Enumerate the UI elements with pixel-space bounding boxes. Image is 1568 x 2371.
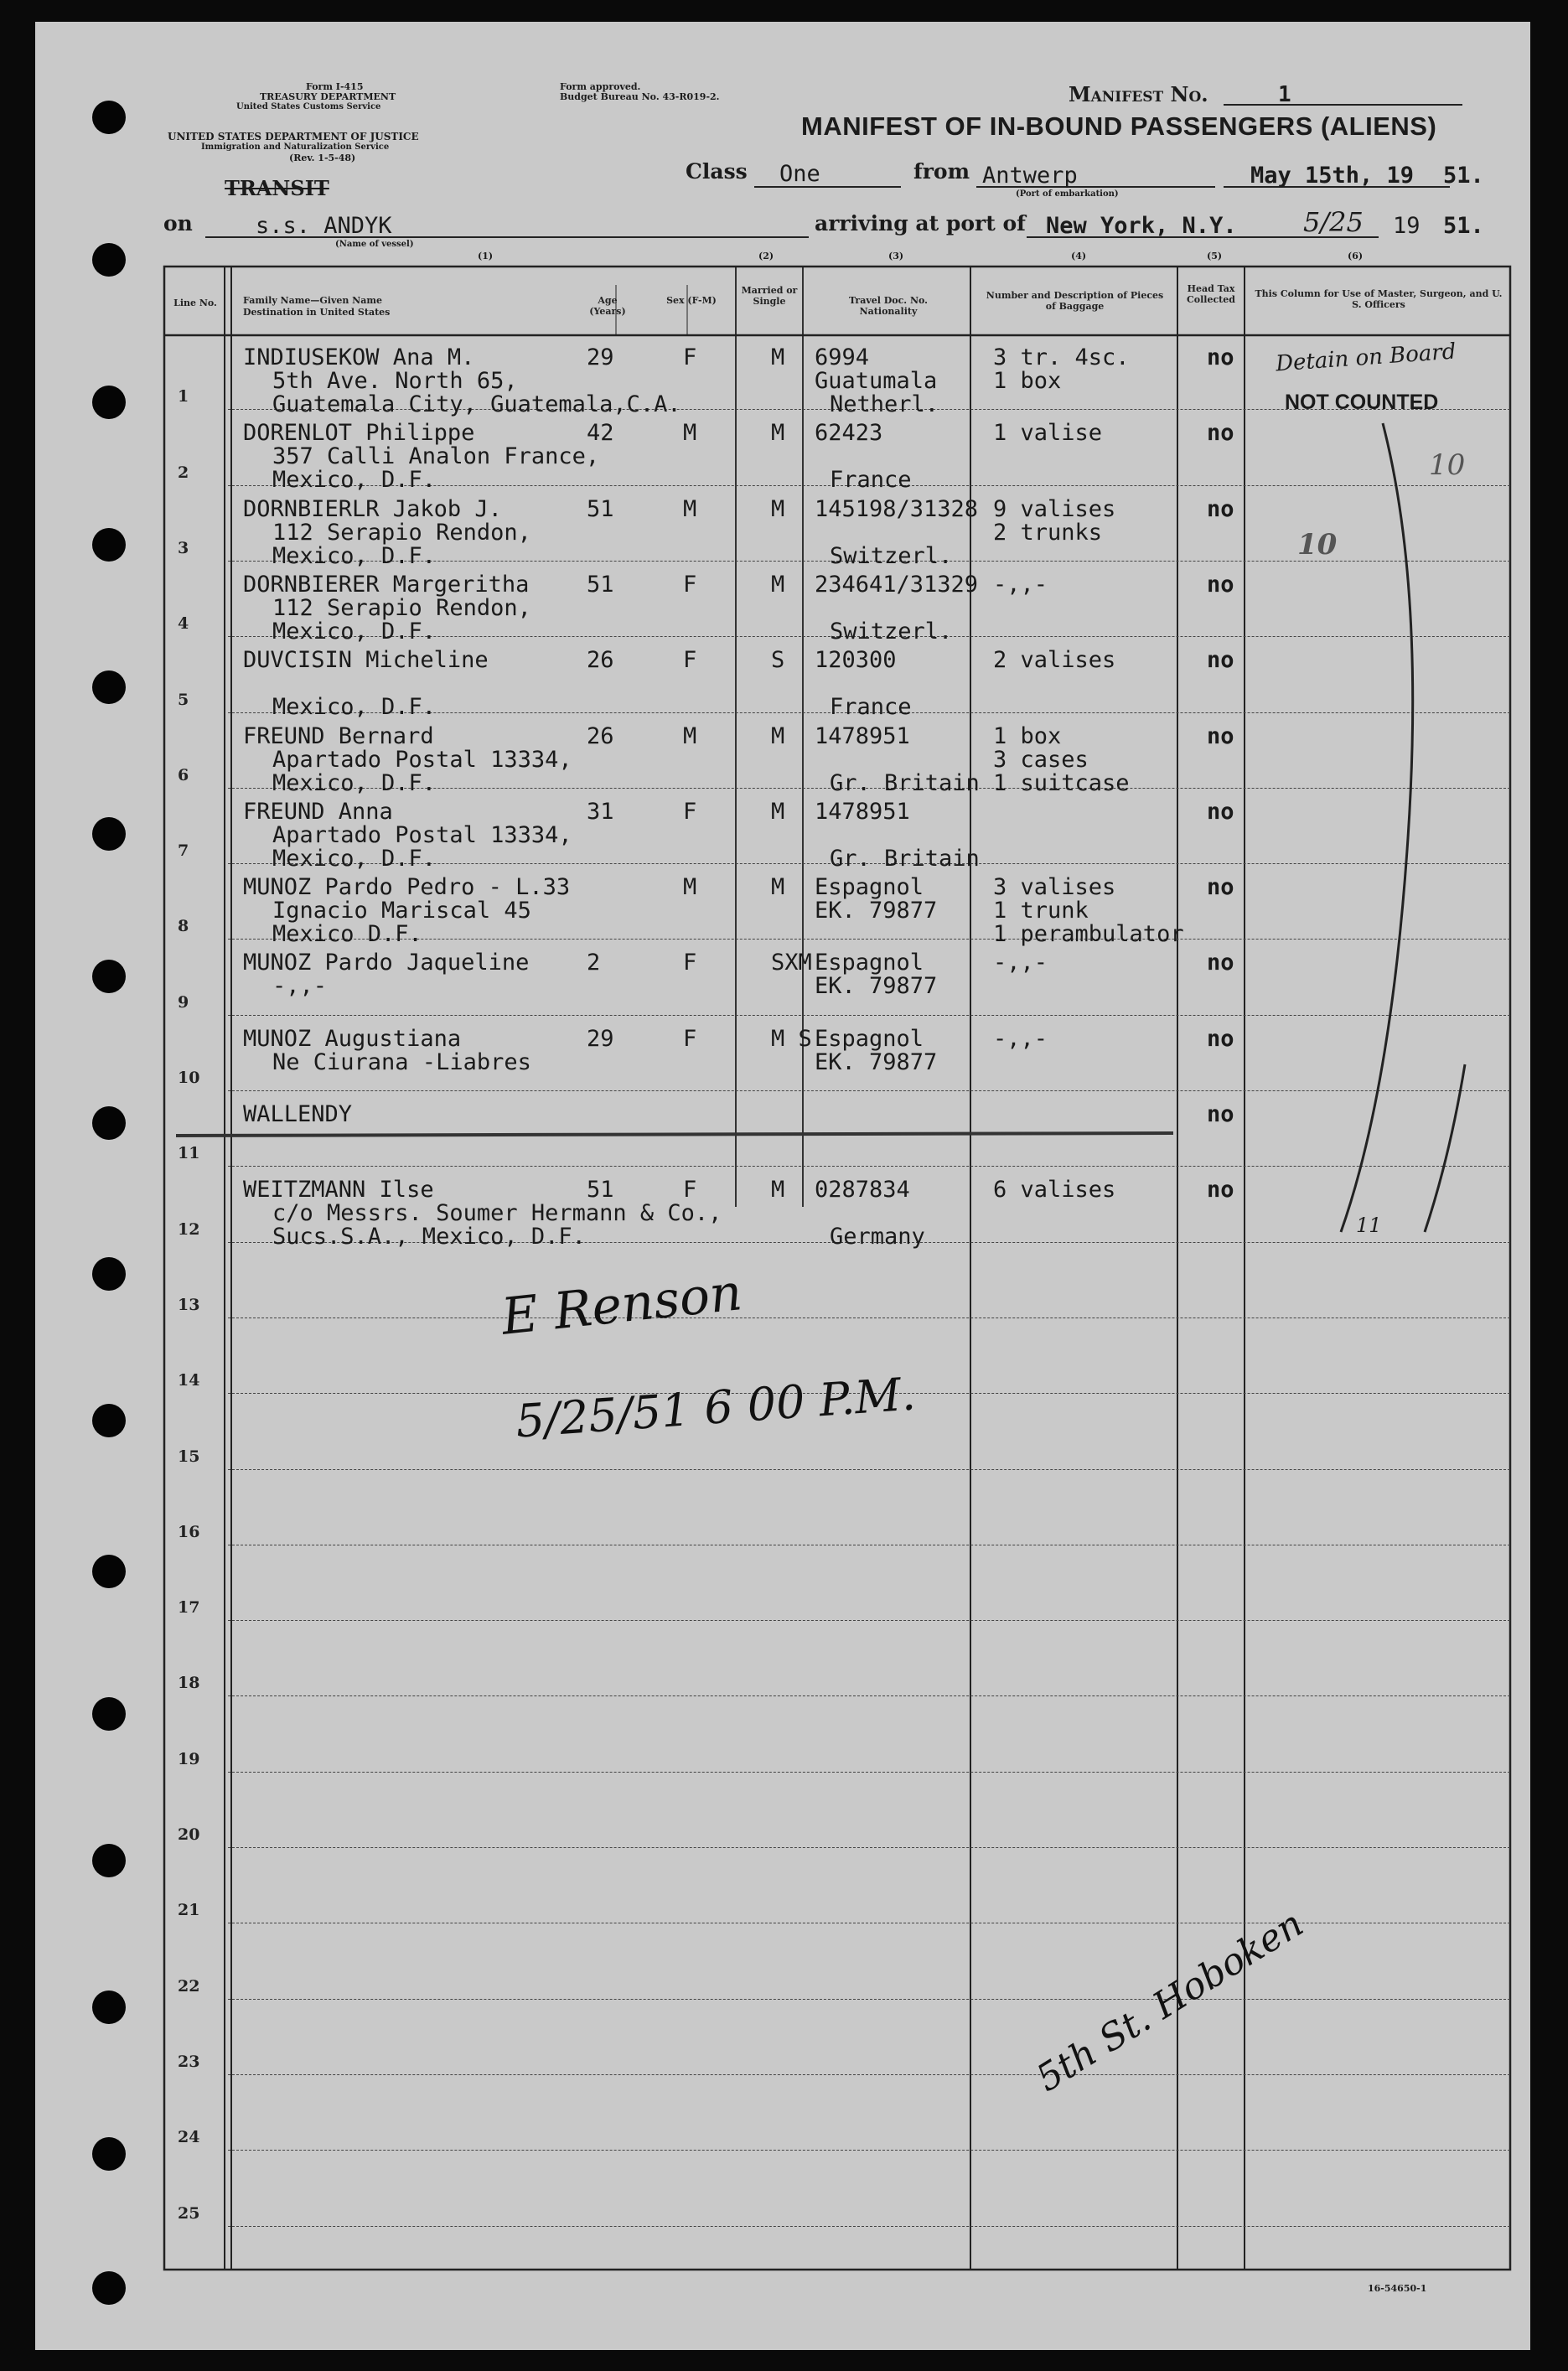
baggage-cell: 2 valises — [993, 647, 1116, 674]
sex-cell: F — [683, 798, 697, 825]
row-number: 11 — [178, 1144, 200, 1163]
header-line-no: Line No. — [173, 298, 217, 308]
sex-cell: M — [683, 874, 697, 901]
on-label: on — [163, 211, 193, 236]
sex-cell: F — [683, 950, 697, 976]
transit-stamp: TRANSIT — [225, 176, 329, 200]
head-tax-cell: no — [1207, 874, 1234, 901]
city-line: Sucs.S.A., Mexico, D.F. — [272, 1224, 586, 1250]
travel-doc-cell: 6994 — [815, 344, 870, 370]
city-line: Mexico, D.F. — [272, 618, 437, 645]
travel-doc-cell: 1478951 — [815, 798, 910, 825]
head-tax-cell: no — [1207, 798, 1234, 825]
city-line: Mexico, D.F. — [272, 694, 437, 721]
arrival-date: 5/25 — [1303, 206, 1364, 238]
form-revision: (Rev. 1-5-48) — [289, 153, 356, 163]
row-number: 6 — [178, 765, 189, 784]
baggage-cell: 1 valise — [993, 420, 1103, 447]
vessel-value: s.s. ANDYK — [256, 213, 392, 239]
row-number: 23 — [178, 2052, 200, 2071]
address-line: Apartado Postal 13334, — [272, 821, 572, 848]
header-destination: Destination in United States — [243, 307, 391, 318]
address-line: Apartado Postal 13334, — [272, 746, 572, 773]
city-line: Guatemala City, Guatemala,C.A. — [272, 391, 681, 417]
row-number: 4 — [178, 614, 189, 634]
head-tax-cell: no — [1207, 571, 1234, 598]
port-value: New York, N.Y. — [1046, 213, 1237, 239]
marital-cell: M — [771, 798, 785, 825]
age-cell: 51 — [587, 495, 614, 522]
passenger-name: DORNBIERER Margeritha — [243, 571, 530, 598]
baggage-cell: -,,- — [993, 1025, 1048, 1052]
justice-department: UNITED STATES DEPARTMENT OF JUSTICE — [168, 131, 419, 142]
customs-service: United States Customs Service — [236, 102, 381, 111]
address-line: -,,- — [272, 973, 328, 1000]
from-sublabel: (Port of embarkation) — [1016, 189, 1119, 199]
row-number: 17 — [178, 1598, 200, 1618]
travel-doc-cell: Espagnol — [815, 950, 924, 976]
row-number: 14 — [178, 1371, 200, 1390]
row-number: 7 — [178, 841, 189, 861]
row-number: 9 — [178, 992, 189, 1012]
baggage-cell: 9 valises — [993, 495, 1116, 522]
row-number: 22 — [178, 1976, 200, 1996]
row-number: 13 — [178, 1295, 200, 1314]
nationality-cell: France — [830, 467, 912, 494]
passenger-name: DORENLOT Philippe — [243, 420, 475, 447]
marital-cell: M S — [771, 1025, 812, 1052]
head-tax-cell: no — [1207, 1025, 1234, 1052]
arriving-label: arriving at port of — [815, 211, 1026, 236]
passenger-name: WALLENDY — [243, 1101, 353, 1127]
immigration-service: Immigration and Naturalization Service — [201, 142, 390, 152]
travel-doc-cell: 120300 — [815, 647, 897, 674]
marital-cell: M — [771, 1177, 785, 1204]
head-tax-cell: no — [1207, 1101, 1234, 1127]
city-line: Mexico D.F. — [272, 921, 422, 948]
sex-cell: M — [683, 495, 697, 522]
city-line: Mexico, D.F. — [272, 845, 437, 872]
head-tax-cell: no — [1207, 420, 1234, 447]
nationality-cell: EK. 79877 — [815, 1048, 938, 1075]
row-number: 18 — [178, 1674, 200, 1693]
departure-date: May 15th, 19 — [1250, 163, 1415, 189]
manifest-no-value: 1 — [1278, 82, 1291, 107]
header-baggage: Number and Description of Pieces of Baggage — [986, 290, 1164, 312]
age-cell: 42 — [587, 420, 614, 447]
nationality-cell: EK. 79877 — [815, 898, 938, 924]
row-number: 1 — [178, 387, 189, 406]
travel-doc-cell: 1478951 — [815, 722, 910, 749]
marital-cell: S — [771, 647, 785, 674]
age-cell: 29 — [587, 1025, 614, 1052]
passenger-name: DUVCISIN Micheline — [243, 647, 489, 674]
from-label: from — [913, 159, 970, 184]
address-line: 5th Ave. North 65, — [272, 368, 518, 394]
address-line: 112 Serapio Rendon, — [272, 594, 531, 621]
passenger-name: MUNOZ Pardo Jaqueline — [243, 950, 530, 976]
tick-mark: 11 — [1356, 1214, 1382, 1237]
signature-datetime: 5/25/51 6 00 P.M. — [514, 1367, 918, 1448]
travel-doc-cell: 234641/31329 — [815, 571, 979, 598]
address-line: 112 Serapio Rendon, — [272, 519, 531, 546]
baggage-cell: 1 trunk — [993, 898, 1089, 924]
age-cell: 26 — [587, 647, 614, 674]
class-value: One — [779, 161, 820, 187]
address-line: 357 Calli Analon France, — [272, 443, 600, 470]
arrival-century: 19 — [1393, 213, 1421, 239]
treasury-department: TREASURY DEPARTMENT — [260, 91, 396, 102]
nationality-cell: Germany — [830, 1224, 925, 1250]
arrival-year: 51. — [1443, 213, 1484, 239]
col-num-5: (5) — [1207, 251, 1223, 261]
manifest-title: MANIFEST OF IN-BOUND PASSENGERS (ALIENS) — [801, 111, 1437, 141]
vessel-sublabel: (Name of vessel) — [335, 240, 414, 249]
footer-code: 16-54650-1 — [1368, 2283, 1427, 2294]
nationality-cell: Switzerl. — [830, 618, 953, 645]
col-num-1: (1) — [478, 251, 494, 261]
sex-cell: F — [683, 1025, 697, 1052]
marital-cell: M — [771, 344, 785, 370]
head-tax-cell: no — [1207, 1177, 1234, 1204]
budget-bureau: Budget Bureau No. 43-R019-2. — [560, 91, 720, 102]
passenger-name: INDIUSEKOW Ana M. — [243, 344, 475, 370]
passenger-name: WEITZMANN Ilse — [243, 1177, 434, 1204]
travel-doc-cell: 145198/31328 — [815, 495, 979, 522]
city-line: Mexico, D.F. — [272, 467, 437, 494]
travel-doc-cell: 0287834 — [815, 1177, 910, 1204]
head-tax-cell: no — [1207, 950, 1234, 976]
age-cell: 26 — [587, 722, 614, 749]
sex-cell: F — [683, 571, 697, 598]
row-number: 12 — [178, 1219, 200, 1239]
age-cell: 31 — [587, 798, 614, 825]
row-number: 20 — [178, 1825, 200, 1844]
baggage-cell: 6 valises — [993, 1177, 1116, 1204]
header-head-tax: Head Tax Collected — [1187, 283, 1235, 305]
sex-cell: F — [683, 647, 697, 674]
count-mark-1: 10 — [1429, 448, 1466, 482]
passenger-name: MUNOZ Augustiana — [243, 1025, 462, 1052]
head-tax-cell: no — [1207, 495, 1234, 522]
baggage-cell: 1 box — [993, 722, 1062, 749]
travel-doc-cell: Espagnol — [815, 1025, 924, 1052]
marital-cell: M — [771, 571, 785, 598]
detain-note: Detain on Board — [1275, 339, 1457, 377]
header-married: Married or Single — [741, 285, 798, 307]
col-num-4: (4) — [1071, 251, 1087, 261]
row-number: 3 — [178, 538, 189, 557]
address-line: c/o Messrs. Soumer Hermann & Co., — [272, 1200, 722, 1227]
marital-cell: SXM — [771, 950, 812, 976]
row-number: 8 — [178, 917, 189, 936]
form-approved: Form approved. — [560, 81, 641, 92]
passenger-name: FREUND Bernard — [243, 722, 434, 749]
baggage-cell: -,,- — [993, 950, 1048, 976]
row-number: 15 — [178, 1447, 200, 1466]
travel-doc-cell: Espagnol — [815, 874, 924, 901]
row-number: 19 — [178, 1749, 200, 1768]
marital-cell: M — [771, 495, 785, 522]
baggage-cell: 1 box — [993, 368, 1062, 394]
col-num-3: (3) — [888, 251, 904, 261]
head-tax-cell: no — [1207, 722, 1234, 749]
nationality-cell: Gr. Britain — [830, 769, 980, 796]
nationality-cell: Guatumala — [815, 368, 938, 394]
address-line: Ignacio Mariscal 45 — [272, 898, 531, 924]
row-number: 10 — [178, 1069, 200, 1087]
age-cell: 51 — [587, 571, 614, 598]
nationality-cell: EK. 79877 — [815, 973, 938, 1000]
form-number: Form I-415 — [306, 81, 364, 92]
header-family-name: Family Name—Given Name — [243, 295, 382, 306]
sex-cell: M — [683, 420, 697, 447]
marital-cell: M — [771, 420, 785, 447]
age-cell: 29 — [587, 344, 614, 370]
baggage-cell: 2 trunks — [993, 519, 1103, 546]
passenger-name: DORNBIERLR Jakob J. — [243, 495, 502, 522]
passenger-name: MUNOZ Pardo Pedro - L.33 — [243, 874, 571, 901]
departure-year: 51. — [1443, 163, 1484, 189]
marital-cell: M — [771, 874, 785, 901]
address-line: Ne Ciurana -Liabres — [272, 1048, 531, 1075]
row-number: 25 — [178, 2203, 200, 2223]
nationality-cell: France — [830, 694, 912, 721]
baggage-cell: 3 tr. 4sc. — [993, 344, 1130, 370]
header-age: Age (Years) — [589, 295, 626, 317]
header-travel-doc: Travel Doc. No. Nationality — [849, 295, 928, 317]
col-num-6: (6) — [1348, 251, 1364, 261]
header-officers: This Column for Use of Master, Surgeon, and U. S. Officers — [1255, 288, 1503, 310]
officer-signature: E Renson — [499, 1263, 745, 1347]
city-line: Mexico, D.F. — [272, 769, 437, 796]
baggage-cell: 3 valises — [993, 874, 1116, 901]
not-counted-stamp: NOT COUNTED — [1285, 391, 1439, 414]
nationality-cell: Gr. Britain — [830, 845, 980, 872]
manifest-no-label: Manifest No. — [1069, 82, 1208, 106]
col-num-2: (2) — [758, 251, 774, 261]
city-line: Mexico, D.F. — [272, 542, 437, 569]
nationality-cell: Netherl. — [830, 391, 939, 417]
baggage-cell: 1 suitcase — [993, 769, 1130, 796]
row-number: 16 — [178, 1522, 200, 1541]
baggage-cell: -,,- — [993, 571, 1048, 598]
count-mark-2: 10 — [1297, 528, 1338, 562]
nationality-cell: Switzerl. — [830, 542, 953, 569]
class-label: Class — [686, 159, 748, 184]
row-number: 24 — [178, 2128, 200, 2147]
passenger-name: FREUND Anna — [243, 798, 393, 825]
row-number: 2 — [178, 463, 189, 482]
sex-cell: M — [683, 722, 697, 749]
row-number: 21 — [178, 1901, 200, 1920]
travel-doc-cell: 62423 — [815, 420, 883, 447]
head-tax-cell: no — [1207, 647, 1234, 674]
header-sex: Sex (F-M) — [666, 295, 717, 306]
age-cell: 2 — [587, 950, 601, 976]
age-cell: 51 — [587, 1177, 614, 1204]
row-number: 5 — [178, 690, 189, 709]
sex-cell: F — [683, 344, 697, 370]
from-value: Antwerp — [982, 163, 1078, 189]
head-tax-cell: no — [1207, 344, 1234, 370]
marital-cell: M — [771, 722, 785, 749]
baggage-cell: 1 perambulator — [993, 921, 1184, 948]
baggage-cell: 3 cases — [993, 746, 1089, 773]
sex-cell: F — [683, 1177, 697, 1204]
hoboken-note: 5th St. Hoboken — [1028, 1902, 1311, 2100]
